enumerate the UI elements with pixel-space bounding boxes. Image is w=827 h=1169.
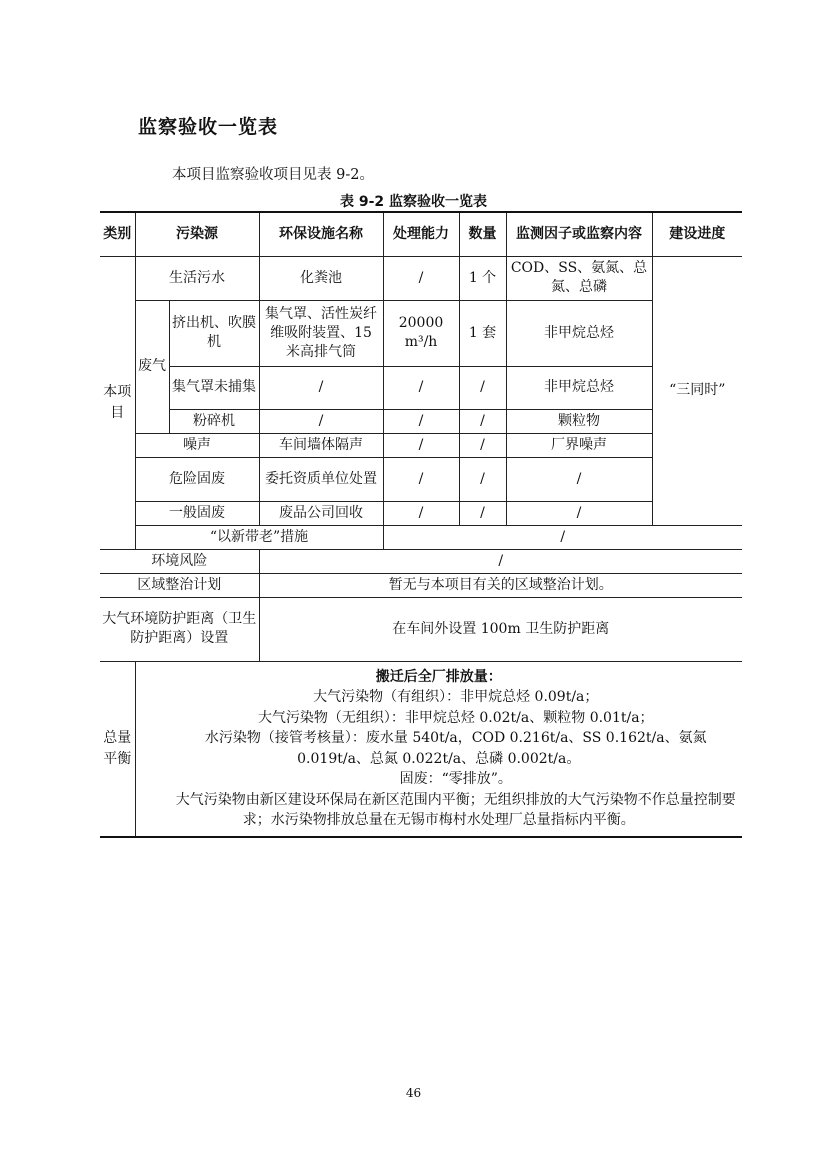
waste-gas-label: 废气 [135,300,169,433]
table-row [100,525,742,549]
measures-value: / [383,525,742,549]
capacity-cell: / [383,409,459,433]
factor-cell: 非甲烷总烃 [506,366,652,409]
source-cell: 粉碎机 [169,409,259,433]
table-row [100,661,742,837]
factor-cell: / [506,457,652,501]
total-content [135,661,742,837]
table-caption: 表 9-2 监察验收一览表 [339,194,488,210]
facility-cell: / [259,409,383,433]
facility-cell: 车间墙体隔声 [259,433,383,457]
quantity-cell: 1 个 [459,256,506,300]
table-row [100,573,742,597]
header-source: 污染源 [135,212,259,256]
regional-label: 区域整治计划 [100,573,259,597]
measures-label: “以新带老”措施 [135,525,383,549]
source-cell: 一般固废 [135,501,259,525]
table-row [100,597,742,661]
distance-value: 在车间外设置 100m 卫生防护距离 [259,597,742,661]
total-line: 固废：“零排放”。 [399,771,512,788]
header-capacity: 处理能力 [383,212,459,256]
table-row [100,457,742,501]
factor-cell: 厂界噪声 [506,433,652,457]
quantity-cell: / [459,409,506,433]
total-line: 大气污染物（无组织）：非甲烷总烃 0.02t/a、颗粒物 0.01t/a； [257,709,654,726]
table-row [100,366,742,409]
capacity-cell: / [383,433,459,457]
table-row [100,501,742,525]
table-row [100,300,742,366]
total-line: 大气污染物（有组织）：非甲烷总烃 0.09t/a； [313,689,599,706]
risk-label: 环境风险 [100,549,259,573]
capacity-cell: / [383,256,459,300]
total-line: 水污染物（接管考核量）：废水量 540t/a，COD 0.216t/a、SS 0.162t/a、氨氮 0.019t/a、总氮 0.022t/a、总磷 0.002t/a。 [204,730,707,767]
section-heading: 监察验收一览表 [138,116,279,138]
total-title: 搬迁后全厂排放量： [375,668,502,685]
header-progress: 建设进度 [652,212,742,256]
total-label: 总量平衡 [100,661,135,837]
capacity-cell: / [383,366,459,409]
facility-cell: 委托资质单位处置 [259,457,383,501]
factor-cell: COD、SS、氨氮、总氮、总磷 [506,256,652,300]
quantity-cell: / [459,457,506,501]
header-row [100,212,742,256]
table-row [100,409,742,433]
acceptance-table [100,211,742,838]
capacity-cell: / [383,501,459,525]
factor-cell: 颗粒物 [506,409,652,433]
quantity-cell: / [459,366,506,409]
intro-text: 本项目监察验收项目见表 9-2。 [172,167,374,183]
table-row [100,433,742,457]
factor-cell: / [506,501,652,525]
source-cell: 噪声 [135,433,259,457]
table-row [100,549,742,573]
source-cell: 危险固废 [135,457,259,501]
facility-cell: 废品公司回收 [259,501,383,525]
source-cell: 集气罩未捕集 [169,366,259,409]
page-number: 46 [405,1086,422,1100]
factor-cell: 非甲烷总烃 [506,300,652,366]
header-category: 类别 [100,212,135,256]
header-facility: 环保设施名称 [259,212,383,256]
quantity-cell: / [459,501,506,525]
progress-cell: “三同时” [652,256,742,525]
distance-label: 大气环境防护距离（卫生防护距离）设置 [100,597,259,661]
risk-value: / [259,549,742,573]
project-category-cell: 本项目 [100,256,135,549]
capacity-value: 20000 [398,315,444,331]
header-quantity: 数量 [459,212,506,256]
regional-value: 暂无与本项目有关的区域整治计划。 [259,573,742,597]
quantity-cell: 1 套 [459,300,506,366]
capacity-cell [383,300,459,366]
facility-cell: 化粪池 [259,256,383,300]
quantity-cell: / [459,433,506,457]
facility-cell: 集气罩、活性炭纤维吸附装置、15 米高排气筒 [259,300,383,366]
facility-cell: / [259,366,383,409]
header-factor: 监测因子或监察内容 [506,212,652,256]
source-cell: 挤出机、吹膜机 [169,300,259,366]
capacity-unit: m³/h [404,334,438,350]
total-line: 大气污染物由新区建设环保局在新区范围内平衡；无组织排放的大气污染物不作总量控制要求；水污染物排放总量在无锡市梅村水处理厂总量指标内平衡。 [175,791,736,829]
table-row [100,256,742,300]
capacity-cell: / [383,457,459,501]
source-cell: 生活污水 [135,256,259,300]
